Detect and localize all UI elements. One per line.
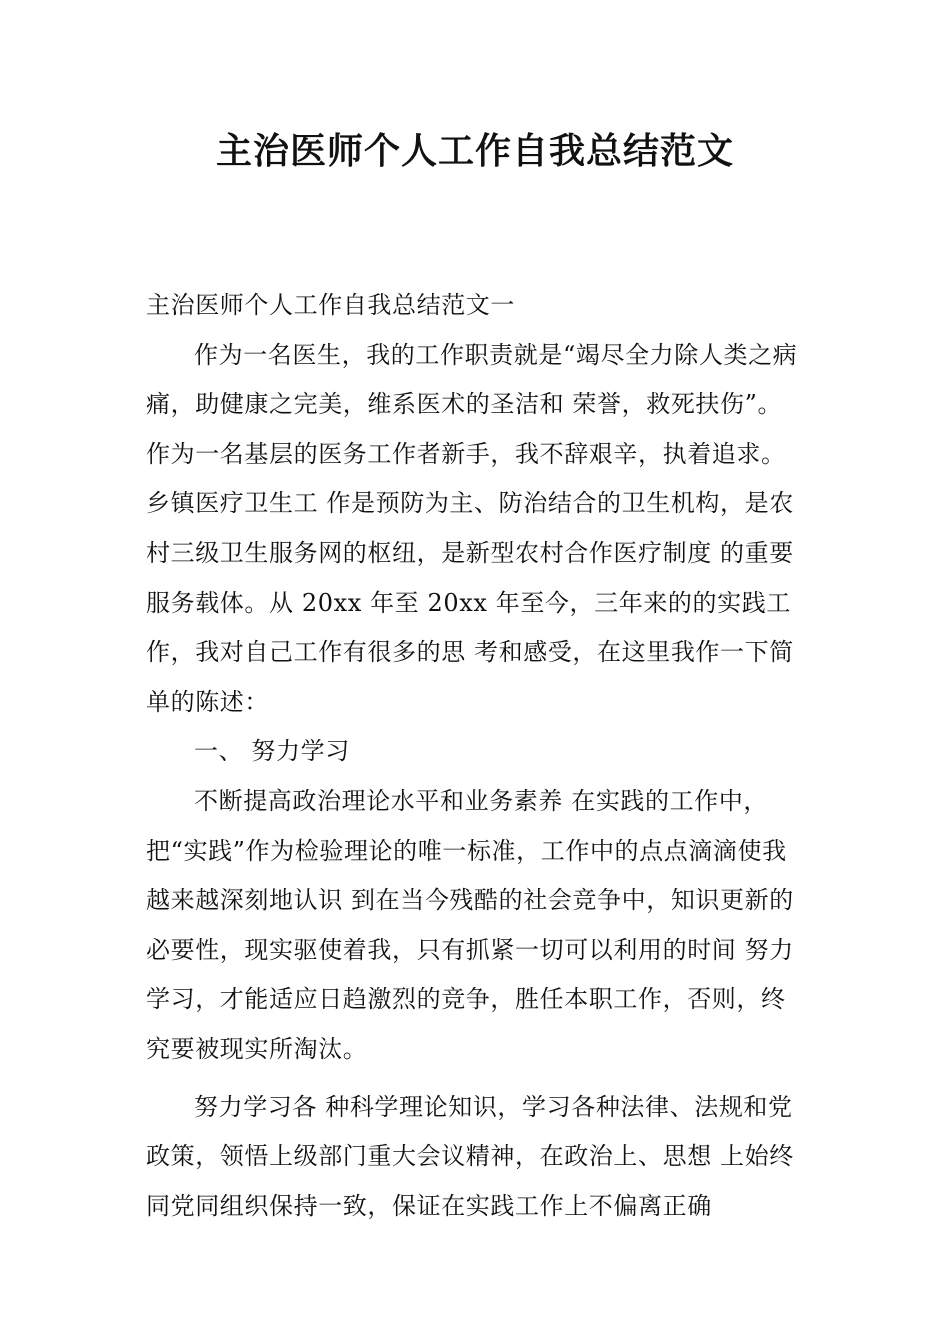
section-heading-study: 一、 努力学习 [194, 737, 350, 766]
document-body [146, 281, 806, 1231]
paragraph-study-2: 努力学习各 种科学理论知识，学习各种法律、法规和党政策，领悟上级部门重大会议精神，在政治上、思想 上始终同党同组织保持一致，保证在实践工作上不偏离正确 [146, 1092, 794, 1220]
document-title: 主治医师个人工作自我总结范文 [215, 131, 734, 172]
paragraph-study-1: 不断提高政治理论水平和业务素养 在实践的工作中，把“实践”作为检验理论的唯一标准，工作中的点点滴滴使我越来越深刻地认识 到在当今残酷的社会竞争中，知识更新的必要性，现实驱使着我，只有抓紧一切可以利用的时间 努力学习，才能适应日趋激烈的竞争，胜任本职工作，否则，终究要被现实所淘汰。 [146, 786, 794, 1063]
paragraph-intro: 作为一名医生，我的工作职责就是“竭尽全力除人类之病痛，助健康之完美，维系医术的圣洁和 荣誉，救死扶伤”。作为一名基层的医务工作者新手，我不辞艰辛，执着追求。乡镇医疗卫生工 作是预防为主、防治结合的卫生机构，是农村三级卫生服务网的枢纽，是新型农村合作医疗制度 的重要服务载体。从 20xx 年至 20xx 年至今，三年来的的实践工作，我对自己工作有很多的思 考和感受，在这里我作一下简单的陈述： [146, 340, 798, 716]
section-subtitle: 主治医师个人工作自我总结范文一 [146, 291, 515, 319]
